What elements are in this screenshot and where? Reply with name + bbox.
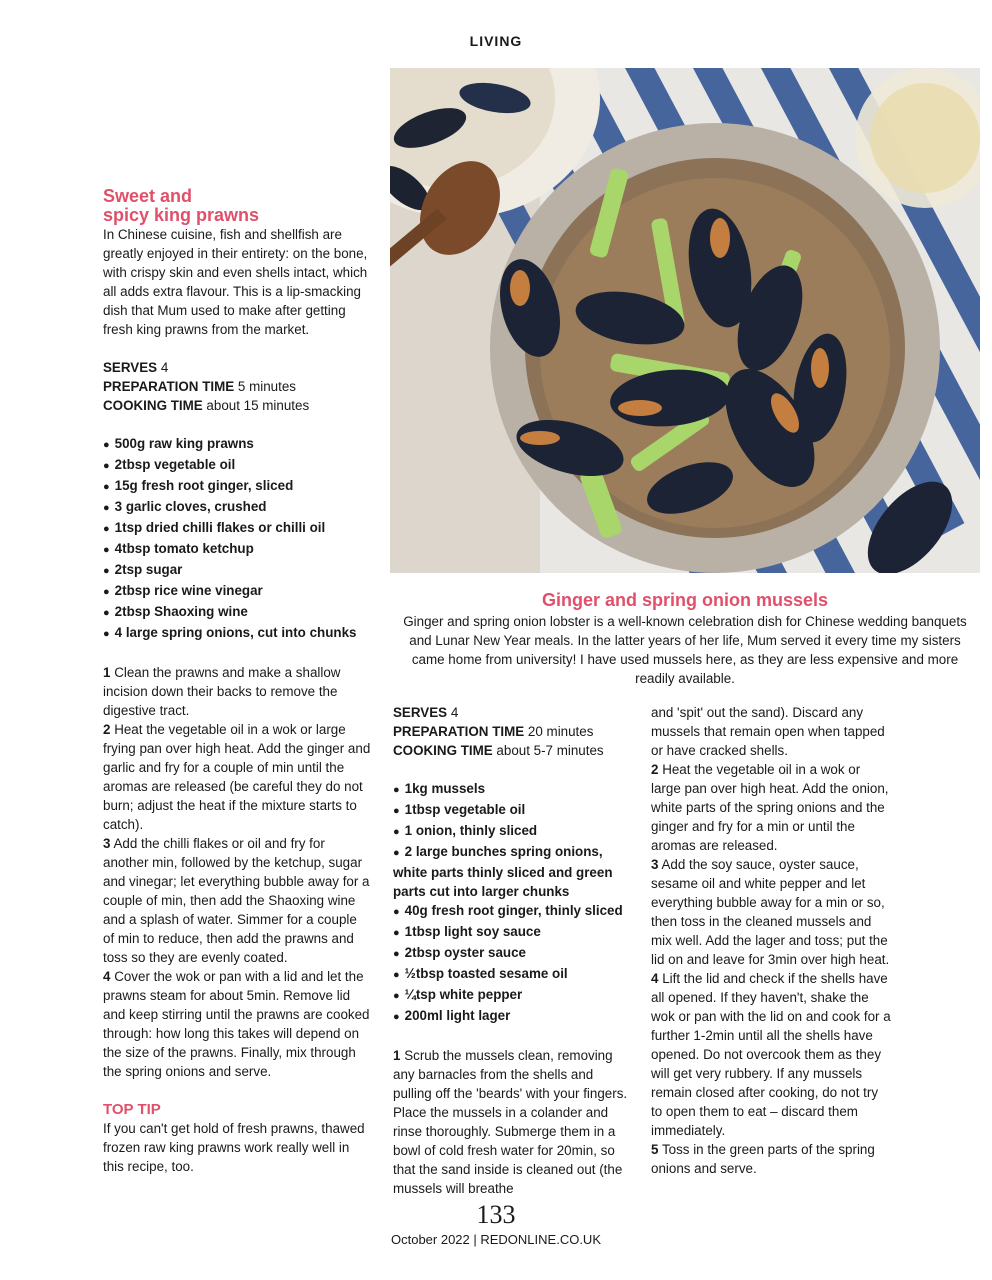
ingredient-item: ● 4tbsp tomato ketchup	[103, 539, 371, 560]
mussels-intro: Ginger and spring onion lobster is a well-known celebration dish for Chinese wedding banquets and Lunar New Year meals. In the latter years of her life, Mum served it every time my sisters came home from university! I have used mussels here, as they are less expensive and more readily available.	[403, 614, 967, 686]
prawns-recipe	[103, 187, 371, 1176]
mussels-ingredients-column	[393, 703, 629, 1198]
ingredient-item: ● 3 garlic cloves, crushed	[103, 497, 371, 518]
ingredient-item: ● 500g raw king prawns	[103, 434, 371, 455]
issue-line: October 2022 | REDONLINE.CO.UK	[390, 1232, 601, 1247]
page-number: 133	[476, 1200, 516, 1229]
method-step: 5 Toss in the green parts of the spring onions and serve.	[651, 1142, 875, 1176]
top-tip-heading: TOP TIP	[103, 1101, 161, 1118]
method-step: 4 Lift the lid and check if the shells have all opened. If they haven't, shake the wok or pan with the lid on and cook for a further 1-2min until all the shells have opened. Do not overcook them as they will get very rubbery. If any mussels remain closed after cooking, do not try to open them to eat – discard them immediately.	[651, 971, 891, 1138]
method-step-continued: and 'spit' out the sand). Discard any mussels that remain open when tapped or have cracked shells.	[651, 705, 885, 758]
ingredient-item: ● ½tbsp toasted sesame oil	[393, 964, 629, 985]
method-step: 2 Heat the vegetable oil in a wok or large pan over high heat. Add the onion, white parts of the spring onions and the ginger and fry for a min or until the aromas are released.	[651, 762, 889, 853]
prawns-serves: SERVES 4	[103, 360, 169, 375]
prawns-intro: In Chinese cuisine, fish and shellfish are greatly enjoyed in their entirety: on the bone, with crispy skin and even shells intact, which all adds extra flavour. This is a lip-smacking dish that Mum used to make after getting fresh king prawns from the market.	[103, 227, 368, 337]
method-step: 4 Cover the wok or pan with a lid and let the prawns steam for about 5min. Remove lid and keep stirring until the prawns are cooked through: how long this takes will depend on the size of the prawns. Finally, mix through the spring onions and serve.	[103, 969, 370, 1079]
ingredient-item: ● 2tbsp Shaoxing wine	[103, 602, 371, 623]
method-step: 1 Clean the prawns and make a shallow incision down their backs to remove the digestive tract.	[103, 665, 341, 718]
prawns-ingredient-list	[103, 434, 371, 644]
ingredient-item: ● 1kg mussels	[393, 779, 629, 800]
ingredient-item: ● 2tsp sugar	[103, 560, 371, 581]
mussels-cook-time: COOKING TIME about 5-7 minutes	[393, 743, 604, 758]
ingredient-item: ● 40g fresh root ginger, thinly sliced	[393, 901, 629, 922]
ingredient-item: ● 1 onion, thinly sliced	[393, 821, 629, 842]
ingredient-item: ● 1tbsp light soy sauce	[393, 922, 629, 943]
ingredient-item: ● 2tbsp oyster sauce	[393, 943, 629, 964]
method-step: 1 Scrub the mussels clean, removing any barnacles from the shells and pulling off the 'beards' with your fingers. Place the mussels in a colander and rinse thoroughly. Submerge them in a bowl of cold fresh water for 20min, so that the sand inside is cleaned out (the mussels will breathe	[393, 1048, 628, 1196]
mussels-serves: SERVES 4	[393, 705, 459, 720]
ingredient-item: ● ¼tsp white pepper	[393, 985, 629, 1006]
method-step: 2 Heat the vegetable oil in a wok or large frying pan over high heat. Add the ginger and garlic and fry for a couple of min until the aromas are released (be careful they do not burn; adjust the heat if the mixture starts to catch).	[103, 722, 371, 832]
ingredient-item: ● 4 large spring onions, cut into chunks	[103, 623, 371, 644]
ingredient-item: ● 1tsp dried chilli flakes or chilli oil	[103, 518, 371, 539]
prawns-cook-time: COOKING TIME about 15 minutes	[103, 398, 310, 413]
top-tip-text: If you can't get hold of fresh prawns, thawed frozen raw king prawns work really well in this recipe, too.	[103, 1121, 365, 1174]
mussels-method-column	[651, 703, 891, 1178]
prawns-title-line2: spicy king prawns	[103, 205, 260, 225]
ingredient-item: ● 2tbsp rice wine vinegar	[103, 581, 371, 602]
prawns-title-line1: Sweet and	[103, 186, 193, 206]
mussels-ingredient-list	[393, 779, 629, 1027]
mussels-photo	[390, 68, 980, 573]
ingredient-item: ● 15g fresh root ginger, sliced	[103, 476, 371, 497]
section-label: LIVING	[469, 33, 523, 49]
mussels-prep-time: PREPARATION TIME 20 minutes	[393, 724, 594, 739]
ingredient-item: ● 2 large bunches spring onions, white parts thinly sliced and green parts cut into larger chunks	[393, 842, 629, 901]
ingredient-item: ● 2tbsp vegetable oil	[103, 455, 371, 476]
ingredient-item: ● 1tbsp vegetable oil	[393, 800, 629, 821]
ingredient-item: ● 200ml light lager	[393, 1006, 629, 1027]
method-step: 3 Add the soy sauce, oyster sauce, sesame oil and white pepper and let everything bubble away for a min or so, then toss in the cleaned mussels and mix well. Add the lager and toss; put the lid on and leave for 3min over high heat.	[651, 857, 890, 967]
method-step: 3 Add the chilli flakes or oil and fry for another min, followed by the ketchup, sugar and vinegar; let everything bubble away for a couple of min, then add the Shaoxing wine and a splash of water. Simmer for a couple of min to reduce, then add the prawns and toss so they are evenly coated.	[103, 836, 370, 965]
mussels-title: Ginger and spring onion mussels	[541, 590, 829, 610]
prawns-prep-time: PREPARATION TIME 5 minutes	[103, 379, 296, 394]
